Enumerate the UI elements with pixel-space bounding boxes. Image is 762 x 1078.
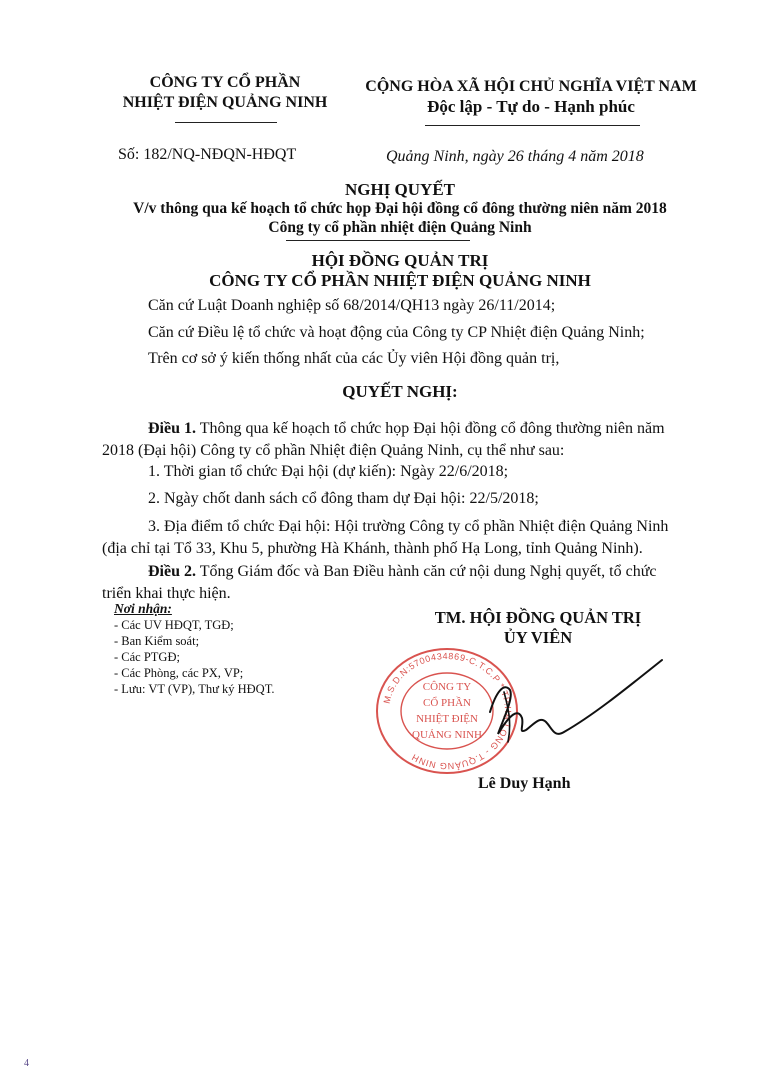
legal-basis-1: Căn cứ Luật Doanh nghiệp số 68/2014/QH13 ngày 26/11/2014; [148,297,556,314]
document-type: NGHỊ QUYẾT [344,180,456,199]
article-1-item-2: 2. Ngày chốt danh sách cổ đông tham dự Đại hội: 22/5/2018; [148,490,539,507]
article-1-text: Thông qua kế hoạch tổ chức họp Đại hội đồng cổ đông thường niên năm 2018 (Đại hội) Công ty cổ phần Nhiệt điện Quảng Ninh, cụ thể như sau: [102,420,665,459]
subject-underline [286,240,470,241]
article-1-item-1: 1. Thời gian tổ chức Đại hội (dự kiến): Ngày 22/6/2018; [148,463,509,480]
recipients-heading: Nơi nhận: [114,601,172,616]
corner-mark: 4 [24,1058,29,1069]
recipient-item: - Lưu: VT (VP), Thư ký HĐQT. [114,682,275,696]
issuing-body-line1: HỘI ĐỒNG QUẢN TRỊ [311,251,489,270]
issuing-body [60,251,740,291]
article-2 [102,561,686,605]
signature-title-line1: TM. HỘI ĐỒNG QUẢN TRỊ [434,608,642,627]
company-header [95,73,355,113]
document-number: Số: 182/NQ-NĐQN-HĐQT [118,146,297,163]
national-motto: Độc lập - Tự do - Hạnh phúc [427,97,635,116]
recipient-item: - Các PTGĐ; [114,650,180,664]
resolution-heading: QUYẾT NGHỊ: [342,382,458,401]
signature-title [395,608,681,648]
document-subject-line1: V/v thông qua kế hoạch tổ chức họp Đại hội đồng cổ đông thường niên năm 2018 [133,200,667,217]
svg-text:QUẢNG NINH: QUẢNG NINH [412,729,482,741]
signature-title-line2: ỦY VIÊN [503,628,573,647]
article-1 [102,418,686,462]
national-header [350,77,712,117]
place-and-date: Quảng Ninh, ngày 26 tháng 4 năm 2018 [386,148,644,165]
article-1-label: Điều 1. [148,420,196,437]
national-title: CỘNG HÒA XÃ HỘI CHỦ NGHĨA VIỆT NAM [365,78,697,95]
recipient-item: - Ban Kiểm soát; [114,634,200,648]
handwritten-signature [482,652,667,752]
company-underline [175,122,277,123]
recipients-list [114,601,275,697]
document-subject-line2: Công ty cổ phần nhiệt điện Quảng Ninh [268,219,532,236]
legal-basis-2: Căn cứ Điều lệ tổ chức và hoạt động của Công ty CP Nhiệt điện Quảng Ninh; [148,324,645,341]
svg-text:CÔNG TY: CÔNG TY [422,681,472,693]
legal-basis-3: Trên cơ sở ý kiến thống nhất của các Ủy viên Hội đồng quản trị, [148,350,560,367]
article-1-item-3: 3. Địa điểm tổ chức Đại hội: Hội trường Công ty cổ phần Nhiệt điện Quảng Ninh (địa chỉ tại Tổ 33, Khu 5, phường Hà Khánh, thành phố Hạ Long, tỉnh Quảng Ninh). [102,518,669,557]
issuing-body-line2: CÔNG TY CỔ PHẦN NHIỆT ĐIỆN QUẢNG NINH [209,271,591,290]
svg-text:M.S.D.N:5700434869-C.T.C.P *: M.S.D.N:5700434869-C.T.C.P * TP.HẠ LONG - T.QUẢNG NINH [381,650,514,772]
company-name-line1: CÔNG TY CỔ PHẦN [149,74,301,91]
article-2-text: Tổng Giám đốc và Ban Điều hành căn cứ nội dung Nghị quyết, tổ chức triển khai thực hiện. [102,563,657,602]
svg-text:NHIỆT ĐIỆN: NHIỆT ĐIỆN [416,713,478,725]
recipient-item: - Các UV HĐQT, TGĐ; [114,618,234,632]
motto-underline [425,125,640,126]
company-name-line2: NHIỆT ĐIỆN QUẢNG NINH [122,94,328,111]
signer-name: Lê Duy Hạnh [478,775,571,792]
recipient-item: - Các Phòng, các PX, VP; [114,666,244,680]
article-2-label: Điều 2. [148,563,196,580]
svg-text:CỔ PHẦN: CỔ PHẦN [423,697,471,709]
